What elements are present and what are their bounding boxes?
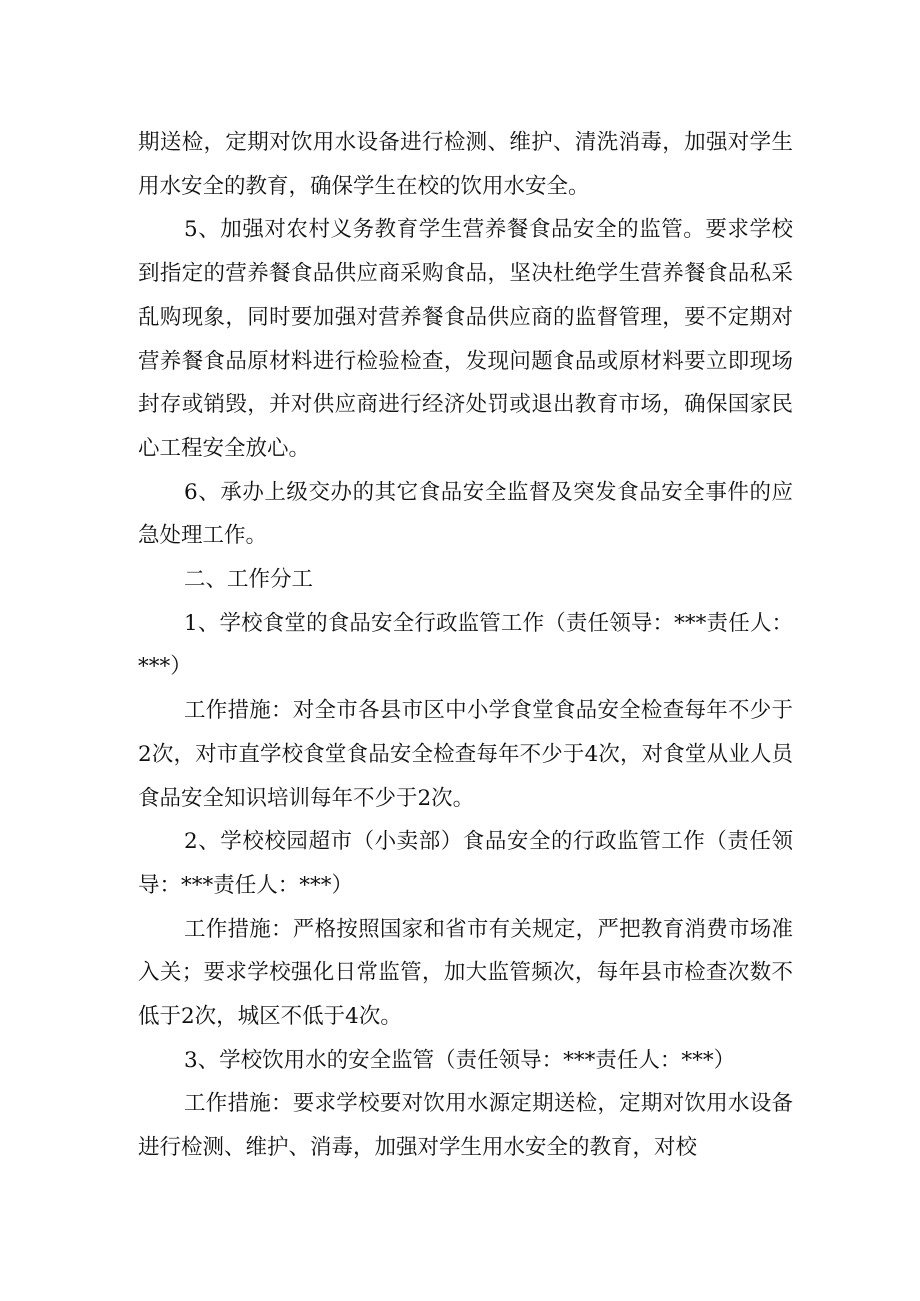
paragraph-item-6: 6、承办上级交办的其它食品安全监督及突发食品安全事件的应急处理工作。 [138, 479, 793, 549]
paragraph-measures-2: 工作措施：严格按照国家和省市有关规定，严把教育消费市场准入关；要求学校强化日常监管，加大监管频次，每年县市检查次数不低于2次，城区不低于4次。 [138, 916, 793, 1030]
paragraph-measures-1: 工作措施：对全市各县市区中小学食堂食品安全检查每年不少于2次，对市直学校食堂食品安全检查每年不少于4次，对食堂从业人员食品安全知识培训每年不少于2次。 [138, 698, 793, 811]
paragraph-division-3: 3、学校饮用水的安全监管（责任领导：***责任人：***） [184, 1047, 736, 1073]
paragraph-division-2: 2、学校校园超市（小卖部）食品安全的行政监管工作（责任领导：***责任人：***） [138, 829, 793, 898]
document-body [138, 121, 793, 1170]
paragraph-measures-3: 工作措施：要求学校要对饮用水源定期送检，定期对饮用水设备进行检测、维护、消毒，加强对学生用水安全的教育，对校 [138, 1091, 793, 1161]
paragraph-item-5: 5、加强对农村义务教育学生营养餐食品安全的监管。要求学校到指定的营养餐食品供应商采购食品，坚决杜绝学生营养餐食品私采乱购现象，同时要加强对营养餐食品供应商的监督管理，要不定期对营养餐食品原材料进行检验检查，发现问题食品或原材料要立即现场封存或销毁，并对供应商进行经济处罚或退出教育市场，确保国家民心工程安全放心。 [138, 217, 793, 461]
paragraph-division-1: 1、学校食堂的食品安全行政监管工作（责任领导：***责任人：***） [138, 610, 793, 680]
paragraph-continuation: 期送检，定期对饮用水设备进行检测、维护、清洗消毒，加强对学生用水安全的教育，确保学生在校的饮用水安全。 [138, 130, 793, 199]
section-heading-work-division: 二、工作分工 [184, 567, 314, 593]
